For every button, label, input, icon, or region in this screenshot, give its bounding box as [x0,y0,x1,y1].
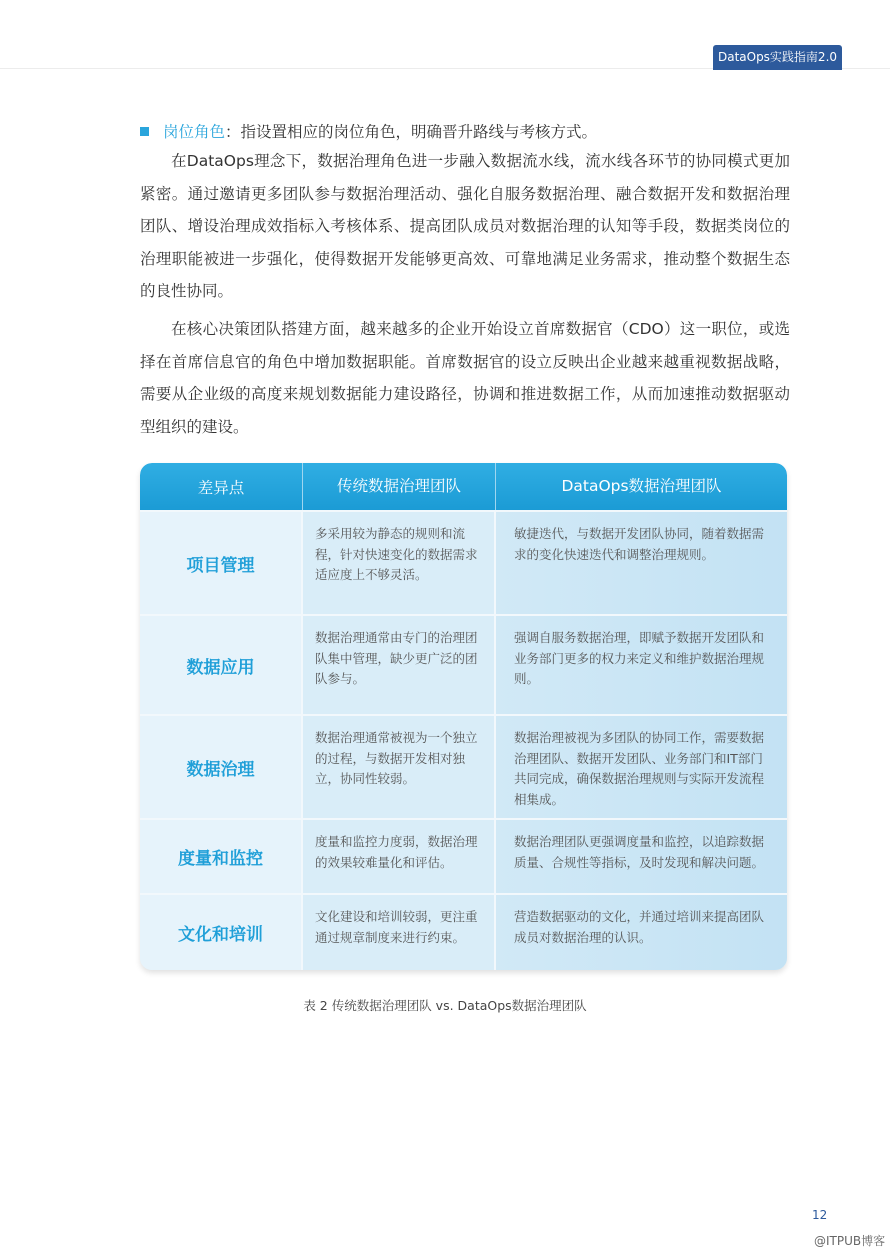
row-label: 度量和监控 [140,820,303,893]
traditional-cell: 数据治理通常被视为一个独立的过程，与数据开发相对独立，协同性较弱。 [303,716,496,818]
dataops-cell: 敏捷迭代，与数据开发团队协同，随着数据需求的变化快速迭代和调整治理规则。 [496,512,787,614]
traditional-cell: 数据治理通常由专门的治理团队集中管理，缺少更广泛的团队参与。 [303,616,496,714]
column-header: 差异点 [140,463,303,510]
bullet-square-icon [140,127,149,136]
dataops-cell: 数据治理团队更强调度量和监控，以追踪数据质量、合规性等指标，及时发现和解决问题。 [496,820,787,893]
row-label: 数据应用 [140,616,303,714]
document-title-badge: DataOps实践指南2.0 [713,45,842,70]
traditional-cell: 多采用较为静态的规则和流程，针对快速变化的数据需求适应度上不够灵活。 [303,512,496,614]
paragraph: 在DataOps理念下，数据治理角色进一步融入数据流水线，流水线各环节的协同模式更加紧密。通过邀请更多团队参与数据治理活动、强化自服务数据治理、融合数据开发和数据治理团队、增设治理成效指标入考核体系、提高团队成员对数据治理的认知等手段，数据类岗位的治理职能被进一步强化，使得数据开发能够更高效、可靠地满足业务需求，推动整个数据生态的良性协同。 [140,152,790,300]
dataops-cell: 营造数据驱动的文化，并通过培训来提高团队成员对数据治理的认识。 [496,895,787,970]
dataops-cell: 数据治理被视为多团队的协同工作，需要数据治理团队、数据开发团队、业务部门和IT部门共同完成，确保数据治理规则与实际开发流程相集成。 [496,716,787,818]
table-row [140,714,787,818]
bullet-item [140,120,790,144]
column-header: 传统数据治理团队 [303,463,496,510]
table-row [140,818,787,893]
dataops-cell: 强调自服务数据治理，即赋予数据开发团队和业务部门更多的权力来定义和维护数据治理规则。 [496,616,787,714]
paragraph: 在核心决策团队搭建方面，越来越多的企业开始设立首席数据官（CDO）这一职位，或选择在首席信息官的角色中增加数据职能。首席数据官的设立反映出企业越来越重视数据战略，需要从企业级的高度来规划数据能力建设路径，协调和推进数据工作，从而加速推动数据驱动型组织的建设。 [140,320,790,436]
row-label: 数据治理 [140,716,303,818]
table-header-row [140,463,787,510]
table-row [140,893,787,970]
row-label: 文化和培训 [140,895,303,970]
table-row [140,510,787,614]
traditional-cell: 度量和监控力度弱，数据治理的效果较难量化和评估。 [303,820,496,893]
row-label: 项目管理 [140,512,303,614]
table-row [140,614,787,714]
bullet-keyword: 岗位角色 [163,123,226,141]
column-header: DataOps数据治理团队 [561,477,722,496]
watermark: @ITPUB博客 [814,1234,886,1248]
comparison-table [140,463,787,970]
page-number: 12 [812,1208,828,1222]
table-caption: 表 2 传统数据治理团队 vs. DataOps数据治理团队 [303,998,587,1013]
traditional-cell: 文化建设和培训较弱，更注重通过规章制度来进行约束。 [303,895,496,970]
bullet-text: ：指设置相应的岗位角色，明确晋升路线与考核方式。 [225,123,598,141]
